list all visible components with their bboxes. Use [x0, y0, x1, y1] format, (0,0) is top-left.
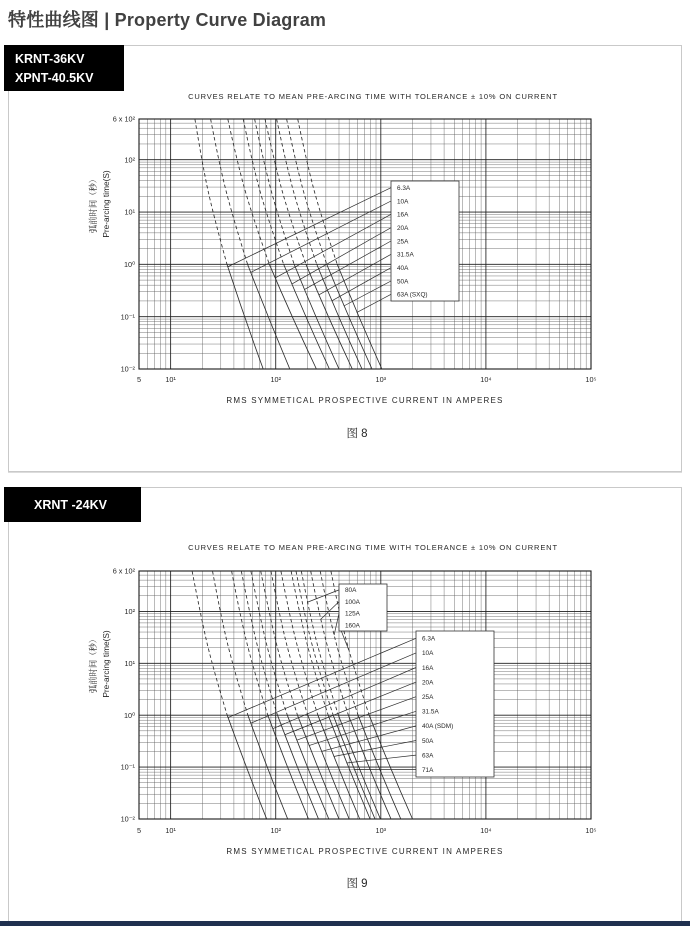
figure-9-panel — [8, 487, 682, 923]
x-tick-label: 5 — [136, 375, 142, 384]
y-tick-label: 10⁻¹ — [120, 312, 135, 322]
model-label-line: XRNT -24KV — [34, 498, 107, 512]
y-axis-title: 弧前时间（秒） — [88, 174, 98, 234]
y-tick-label: 10⁻² — [120, 364, 135, 374]
figure-8-svg — [9, 46, 681, 471]
chart-title: CURVES RELATE TO MEAN PRE-ARCING TIME WITH TOLERANCE ± 10% ON CURRENT — [188, 543, 558, 552]
legend-label: 100A — [345, 598, 360, 606]
legend-label: 63A — [422, 752, 434, 760]
curve-dashed-50A — [287, 119, 327, 264]
y-axis-title: 弧前时间（秒） — [88, 634, 98, 694]
legend-label: 25A — [397, 238, 409, 246]
x-axis-title: RMS SYMMETICAL PROSPECTIVE CURRENT IN AMPERES — [226, 847, 504, 856]
x-tick-label: 10³ — [375, 826, 387, 835]
y-tick-label: 10⁰ — [123, 259, 135, 269]
y-axis-title: Pre-arcing time(S) — [101, 170, 111, 238]
x-tick-label: 10⁵ — [585, 375, 597, 384]
x-tick-label: 10³ — [375, 375, 387, 384]
legend-label: 6.3A — [422, 635, 436, 643]
model-label-xrnt — [4, 487, 141, 522]
legend-label: 80A — [345, 587, 357, 595]
x-axis-title: RMS SYMMETICAL PROSPECTIVE CURRENT IN AMPERES — [226, 396, 504, 405]
curve-dashed-6.3A — [192, 571, 227, 715]
legend-label: 10A — [397, 198, 409, 206]
chart-title: CURVES RELATE TO MEAN PRE-ARCING TIME WITH TOLERANCE ± 10% ON CURRENT — [188, 92, 558, 101]
legend-label: 20A — [397, 224, 409, 232]
legend-label: 40A — [397, 264, 409, 272]
legend-label: 16A — [397, 211, 409, 219]
curve-dashed-10A — [211, 119, 248, 264]
y-tick-label: 10⁰ — [123, 710, 135, 720]
figure-8-panel — [8, 45, 682, 472]
legend-label: 160A — [345, 622, 360, 630]
curve-dashed-16A — [232, 571, 268, 715]
y-tick-label: 10¹ — [124, 658, 135, 668]
legend-label: 40A (SDM) — [422, 723, 454, 731]
x-tick-label: 5 — [136, 826, 142, 835]
y-tick-label: 10² — [124, 606, 135, 616]
legend-label: 20A — [422, 679, 434, 687]
pre-arcing-curve-chart-figure-9 — [9, 488, 681, 926]
y-tick-label: 10² — [124, 155, 135, 165]
legend-label: 6.3A — [397, 184, 411, 192]
legend-label: 31.5A — [422, 708, 439, 716]
model-label-krnt — [4, 45, 124, 91]
figure-caption: 图 8 — [346, 428, 368, 440]
legend-label: 125A — [345, 610, 360, 618]
legend-label: 16A — [422, 664, 434, 672]
y-tick-label: 6 x 10² — [112, 566, 135, 576]
curve-dashed-10A — [213, 571, 248, 715]
x-tick-label: 10¹ — [165, 375, 176, 384]
x-tick-label: 10² — [270, 375, 282, 384]
fuse-curves — [195, 119, 382, 369]
legend-label: 10A — [422, 650, 434, 658]
y-axis-title: Pre-arcing time(S) — [101, 630, 111, 698]
legend-label: 71A — [422, 767, 434, 774]
bottom-accent-bar — [0, 921, 690, 926]
legend-label: 31.5A — [397, 251, 414, 259]
x-tick-label: 10⁵ — [585, 826, 597, 835]
x-tick-label: 10¹ — [165, 826, 176, 835]
page-title: 特性曲线图 | Property Curve Diagram — [8, 10, 327, 30]
y-tick-label: 10⁻² — [120, 814, 135, 824]
figure-9-svg — [9, 488, 681, 921]
y-tick-label: 6 x 10² — [112, 114, 135, 124]
y-tick-label: 10⁻¹ — [120, 762, 135, 772]
figure-caption: 图 9 — [346, 878, 368, 890]
legend-label: 50A — [397, 278, 409, 286]
legend-leader-lines — [228, 638, 416, 769]
model-label-line: KRNT-36KV — [15, 52, 85, 66]
curve-dashed-6.3A — [195, 119, 227, 264]
x-tick-label: 10⁴ — [480, 375, 492, 384]
legend-label: 50A — [422, 737, 434, 745]
legend-label: 63A (SXQ) — [397, 291, 428, 299]
x-tick-label: 10² — [270, 826, 282, 835]
pre-arcing-curve-chart-figure-8 — [9, 46, 681, 476]
model-label-line: XPNT-40.5KV — [15, 71, 94, 85]
curve-dashed-71A — [296, 571, 333, 715]
legend-label: 25A — [422, 694, 434, 701]
y-tick-label: 10¹ — [124, 207, 135, 217]
x-tick-label: 10⁴ — [480, 826, 492, 835]
